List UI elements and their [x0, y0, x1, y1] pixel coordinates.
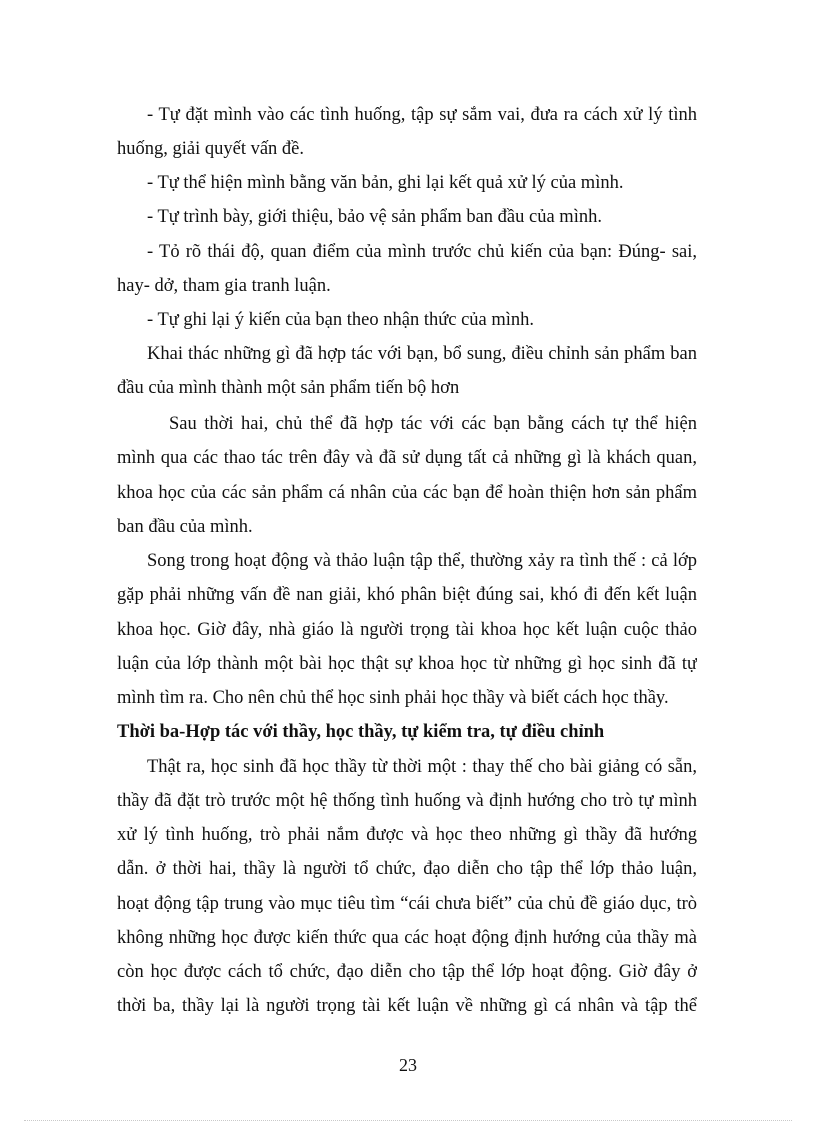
text-line: khoa học của các sản phẩm cá nhân của các bạn để hoàn thiện hơn sản phẩm	[117, 483, 697, 503]
text-line: còn học được cách tổ chức, đạo diễn cho tập thể lớp hoạt động. Giờ đây ở	[117, 962, 697, 982]
text-line: đầu của mình thành một sản phẩm tiến bộ hơn	[117, 378, 460, 398]
text-line: mình tìm ra. Cho nên chủ thể học sinh phải học thầy và biết cách học thầy.	[117, 688, 669, 708]
text-line: dẫn. ở thời hai, thầy là người tổ chức, đạo diễn cho tập thể lớp thảo luận,	[117, 859, 697, 879]
text-line: thời ba, thầy lại là người trọng tài kết luận về những gì cá nhân và tập thể	[117, 996, 697, 1016]
text-line: luận của lớp thành một bài học thật sự khoa học từ những gì học sinh đã tự	[117, 654, 697, 674]
text-line: - Tự ghi lại ý kiến của bạn theo nhận thức của mình.	[147, 310, 535, 330]
text-line: mình qua các thao tác trên đây và đã sử dụng tất cả những gì là khách quan,	[117, 448, 697, 468]
text-line: khoa học. Giờ đây, nhà giáo là người trọng tài khoa học kết luận cuộc thảo	[117, 620, 697, 640]
text-line: Thật ra, học sinh đã học thầy từ thời một : thay thế cho bài giảng có sẵn,	[147, 757, 697, 777]
text-line: hay- dở, tham gia tranh luận.	[117, 276, 331, 296]
text-line: Sau thời hai, chủ thể đã hợp tác với các bạn bằng cách tự thể hiện	[169, 414, 697, 434]
section-heading: Thời ba-Hợp tác với thầy, học thầy, tự kiểm tra, tự điều chỉnh	[117, 722, 605, 742]
text-line: Khai thác những gì đã hợp tác với bạn, bổ sung, điều chỉnh sản phẩm ban	[147, 344, 697, 364]
text-line: - Tự đặt mình vào các tình huống, tập sự sắm vai, đưa ra cách xử lý tình	[147, 105, 697, 125]
page-bottom-rule	[24, 1120, 792, 1121]
text-line: - Tự thể hiện mình bằng văn bản, ghi lại kết quả xử lý của mình.	[147, 173, 624, 193]
page-number: 23	[399, 1055, 417, 1075]
text-line: - Tỏ rõ thái độ, quan điểm của mình trước chủ kiến của bạn: Đúng- sai,	[147, 242, 697, 262]
text-line: gặp phải những vấn đề nan giải, khó phân biệt đúng sai, khó đi đến kết luận	[117, 585, 697, 605]
text-line: Song trong hoạt động và thảo luận tập thể, thường xảy ra tình thế : cả lớp	[147, 551, 697, 571]
text-line: thầy đã đặt trò trước một hệ thống tình huống và định hướng cho trò tự mình	[117, 791, 697, 811]
text-line: huống, giải quyết vấn đề.	[117, 139, 305, 159]
text-line: xử lý tình huống, trò phải nắm được và học theo những gì thầy đã hướng	[117, 825, 697, 845]
text-line: - Tự trình bày, giới thiệu, bảo vệ sản phẩm ban đầu của mình.	[147, 207, 602, 227]
text-line: không những học được kiến thức qua các hoạt động định hướng của thầy mà	[117, 928, 697, 948]
text-line: hoạt động tập trung vào mục tiêu tìm “cái chưa biết” của chủ đề giáo dục, trò	[117, 894, 697, 914]
text-line: ban đầu của mình.	[117, 517, 253, 537]
